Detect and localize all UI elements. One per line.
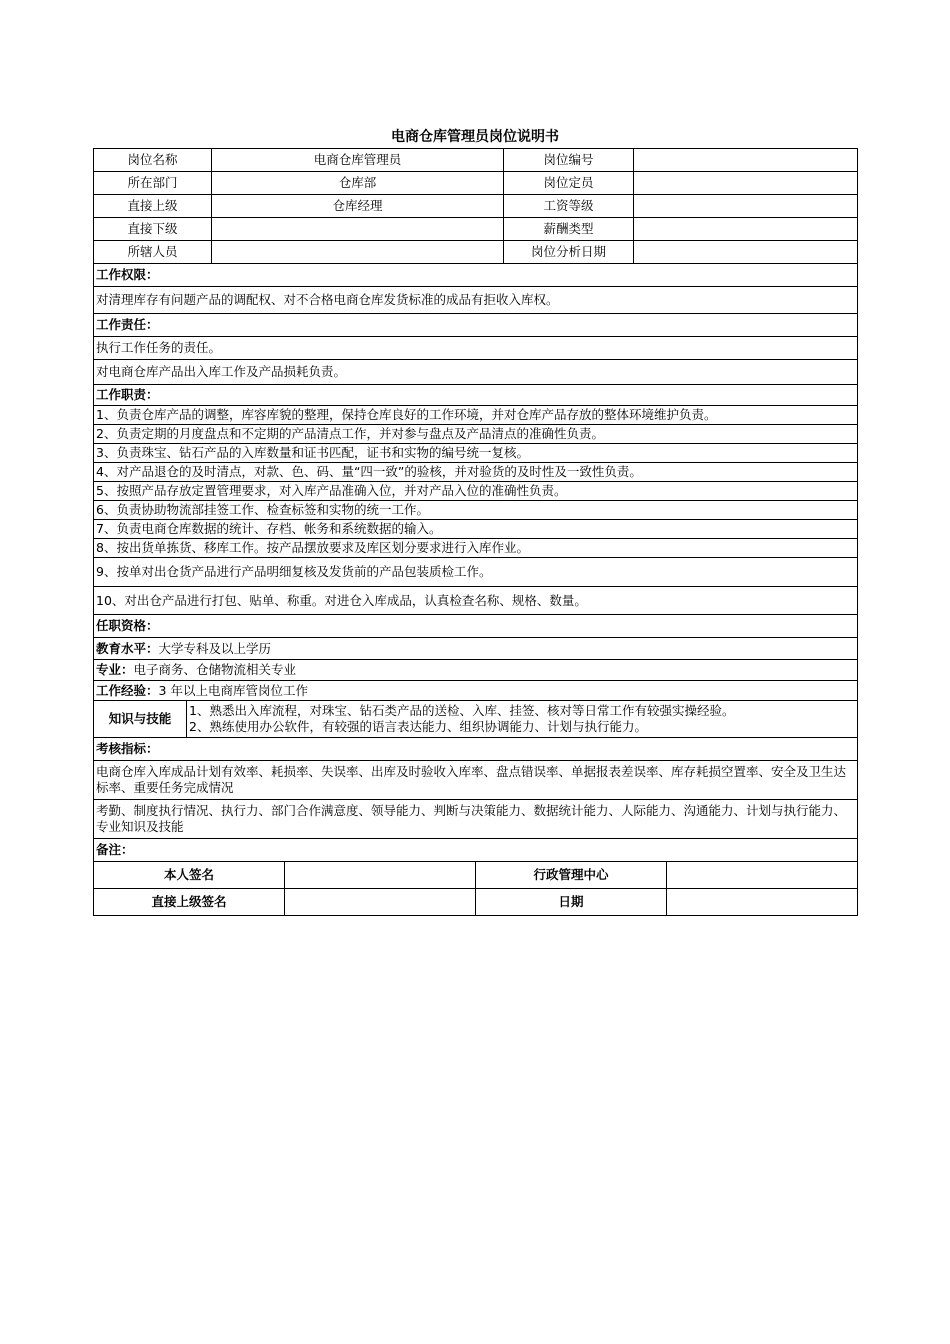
experience-label: 工作经验： — [96, 682, 159, 698]
staff-label: 所辖人员 — [94, 241, 212, 264]
major-value: 电子商务、仓储物流相关专业 — [133, 662, 297, 677]
info-row-staff — [94, 241, 858, 264]
list-item — [94, 287, 858, 314]
position-name-label: 岗位名称 — [94, 149, 212, 172]
list-item — [94, 360, 858, 385]
subordinate-label: 直接下级 — [94, 218, 212, 241]
duty-item: 3、负责珠宝、钻石产品的入库数量和证书匹配，证书和实物的编号统一复核。 — [94, 444, 858, 463]
education-cell — [94, 638, 858, 660]
duty-item: 8、按出货单拣货、移库工作。按产品摆放要求及库区划分要求进行入库作业。 — [94, 539, 858, 558]
salary-grade-label: 工资等级 — [504, 195, 634, 218]
section-heading-assessment — [94, 738, 858, 761]
content-table — [93, 263, 858, 862]
responsibility-item: 对电商仓库产品出入库工作及产品损耗负责。 — [94, 360, 858, 385]
remarks-heading: 备注： — [94, 839, 858, 862]
section-heading-remarks — [94, 839, 858, 862]
self-signature-label: 本人签名 — [94, 862, 285, 889]
signature-table — [93, 861, 858, 916]
duty-item: 1、负责仓库产品的调整，库容库貌的整理，保持仓库良好的工作环境，并对仓库产品存放的整体环境维护负责。 — [94, 406, 858, 425]
education-value: 大学专科及以上学历 — [158, 640, 272, 656]
supervisor-signature-field[interactable] — [285, 889, 476, 916]
responsibility-item: 执行工作任务的责任。 — [94, 337, 858, 360]
education-row — [94, 638, 858, 660]
staff-value — [212, 241, 504, 264]
skills-cell — [187, 701, 858, 738]
admin-center-field[interactable] — [667, 862, 858, 889]
self-signature-field[interactable] — [285, 862, 476, 889]
section-heading-responsibility — [94, 314, 858, 337]
salary-grade-value — [634, 195, 858, 218]
experience-cell — [94, 681, 858, 701]
subordinate-value — [212, 218, 504, 241]
authority-heading: 工作权限： — [94, 264, 858, 287]
headcount-label: 岗位定员 — [504, 172, 634, 195]
duty-item: 10、对出仓产品进行打包、贴单、称重。对进仓入库成品，认真检查名称、规格、数量。 — [94, 587, 858, 615]
list-item — [94, 482, 858, 501]
signature-row-2 — [94, 889, 858, 916]
date-field[interactable] — [667, 889, 858, 916]
position-name-value: 电商仓库管理员 — [212, 149, 504, 172]
responsibility-heading: 工作责任： — [94, 314, 858, 337]
list-item — [94, 520, 858, 539]
document-title: 电商仓库管理员岗位说明书 — [391, 129, 559, 145]
signature-row-1 — [94, 862, 858, 889]
list-item — [94, 761, 858, 800]
list-item — [94, 444, 858, 463]
department-value: 仓库部 — [212, 172, 504, 195]
list-item — [94, 800, 858, 839]
list-item — [94, 587, 858, 615]
admin-center-label: 行政管理中心 — [476, 862, 667, 889]
assessment-item: 考勤、制度执行情况、执行力、部门合作满意度、领导能力、判断与决策能力、数据统计能力、人际能力、沟通能力、计划与执行能力、专业知识及技能 — [94, 800, 858, 839]
list-item — [94, 425, 858, 444]
major-cell — [94, 660, 858, 681]
info-row-position — [94, 149, 858, 172]
department-label: 所在部门 — [94, 172, 212, 195]
skills-label: 知识与技能 — [94, 701, 187, 738]
section-heading-authority — [94, 264, 858, 287]
experience-row — [94, 681, 858, 701]
assessment-item: 电商仓库入库成品计划有效率、耗损率、失误率、出库及时验收入库率、盘点错误率、单据报表差误率、库存耗损空置率、安全及卫生达标率、重要任务完成情况 — [94, 761, 858, 800]
duty-item: 9、按单对出仓货产品进行产品明细复核及发货前的产品包装质检工作。 — [94, 558, 858, 587]
list-item — [94, 558, 858, 587]
skill-item: 1、熟悉出入库流程，对珠宝、钻石类产品的送检、入库、挂签、核对等日常工作有较强实操经验。 — [189, 703, 735, 718]
job-description-document — [93, 126, 857, 916]
major-row — [94, 660, 858, 681]
superior-label: 直接上级 — [94, 195, 212, 218]
duty-item: 2、负责定期的月度盘点和不定期的产品清点工作，并对参与盘点及产品清点的准确性负责。 — [94, 425, 858, 444]
superior-value: 仓库经理 — [212, 195, 504, 218]
position-code-label: 岗位编号 — [504, 149, 634, 172]
list-item — [94, 539, 858, 558]
info-row-department — [94, 172, 858, 195]
analysis-date-value — [634, 241, 858, 264]
duty-item: 6、负责协助物流部挂签工作、检查标签和实物的统一工作。 — [94, 501, 858, 520]
duty-item: 5、按照产品存放定置管理要求，对入库产品准确入位，并对产品入位的准确性负责。 — [94, 482, 858, 501]
pay-type-value — [634, 218, 858, 241]
list-item — [94, 501, 858, 520]
analysis-date-label: 岗位分析日期 — [504, 241, 634, 264]
major-label: 专业： — [96, 662, 134, 677]
skill-item: 2、熟练使用办公软件，有较强的语言表达能力、组织协调能力、计划与执行能力。 — [189, 719, 647, 734]
info-row-subordinate — [94, 218, 858, 241]
qualification-heading: 任职资格： — [94, 615, 858, 638]
duties-heading: 工作职责： — [94, 385, 858, 406]
info-row-superior — [94, 195, 858, 218]
date-label: 日期 — [476, 889, 667, 916]
authority-item: 对清理库存有问题产品的调配权、对不合格电商仓库发货标准的成品有拒收入库权。 — [94, 287, 858, 314]
headcount-value — [634, 172, 858, 195]
section-heading-duties — [94, 385, 858, 406]
list-item — [94, 406, 858, 425]
duty-item: 7、负责电商仓库数据的统计、存档、帐务和系统数据的输入。 — [94, 520, 858, 539]
list-item — [94, 463, 858, 482]
duty-item: 4、对产品退仓的及时清点，对款、色、码、量“四一致”的验核，并对验货的及时性及一致性负责。 — [94, 463, 858, 482]
skills-row — [94, 701, 858, 738]
list-item — [94, 337, 858, 360]
pay-type-label: 薪酬类型 — [504, 218, 634, 241]
section-heading-qualification — [94, 615, 858, 638]
experience-value: 3 年以上电商库管岗位工作 — [158, 682, 308, 698]
education-label: 教育水平： — [96, 640, 159, 656]
supervisor-signature-label: 直接上级签名 — [94, 889, 285, 916]
basic-info-table — [93, 148, 858, 264]
position-code-value — [634, 149, 858, 172]
assessment-heading: 考核指标： — [94, 738, 858, 761]
